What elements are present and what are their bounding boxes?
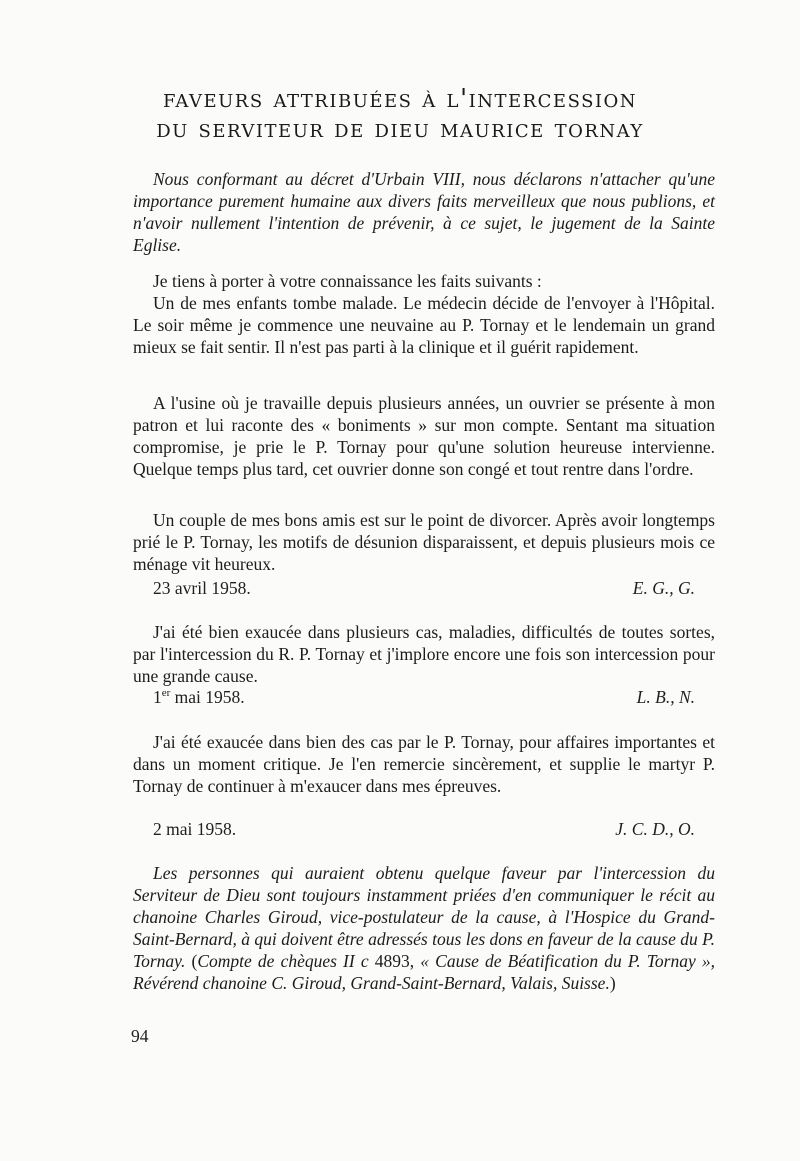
closing-paragraph: [133, 862, 715, 994]
decree-paragraph: Nous conformant au décret d'Urbain VIII, nous déclarons n'attacher qu'une importance purement humaine aux divers faits merveilleux que nous publions, et n'avoir nullement l'intention de prévenir, à ce sujet, le jugement de la Sainte Eglise.: [133, 169, 715, 255]
closing-notice: [133, 862, 715, 994]
testimony-1-paragraph-1: Un de mes enfants tombe malade. Le médecin décide de l'envoyer à l'Hôpital. Le soir même je commence une neuvaine au P. Tornay et le lendemain un grand mieux se fait sentir. Il n'est pas parti à la clinique et il guérit rapidement.: [133, 293, 715, 357]
account-label: Compte de chèques II c: [197, 951, 369, 971]
account-number: 4893,: [368, 951, 421, 971]
postal-address: , Révérend chanoine C. Giroud, Grand-Saint-Bernard, Valais, Suisse.: [133, 951, 715, 993]
page-number: 94: [131, 1026, 149, 1046]
testimony-2-date: [153, 687, 245, 708]
testimony-3-signature: J. C. D., O.: [615, 819, 695, 839]
testimony-2-date-rest: mai 1958.: [170, 687, 245, 707]
testimony-2-date-sup: er: [161, 687, 171, 700]
testimony-1-date: 23 avril 1958.: [153, 578, 251, 598]
testimony-2-date-day: 1: [153, 687, 162, 707]
decree-block: [133, 168, 715, 256]
testimony-2: [133, 621, 715, 687]
closing-paren-open: (: [185, 951, 198, 971]
title-line-2: du serviteur de dieu maurice tornay: [156, 114, 644, 144]
title-line-1: faveurs attribuées à l'intercession: [162, 84, 638, 114]
closing-paren-close: ): [609, 973, 616, 993]
testimony-3: [133, 731, 715, 797]
testimony-2-signature: L. B., N.: [636, 687, 695, 707]
testimony-2-dateline: [153, 687, 695, 709]
testimony-2-paragraph: J'ai été bien exaucée dans plusieurs cas, maladies, difficultés de toutes sortes, par l'intercession du R. P. Tornay et j'implore encore une fois son intercession pour une grande cause.: [133, 622, 715, 686]
testimony-1-signature: E. G., G.: [632, 578, 695, 598]
testimony-1-block-2: [133, 392, 715, 480]
testimony-1-dateline: [153, 578, 695, 600]
testimony-3-dateline: [153, 819, 695, 841]
testimony-1-block-3: [133, 509, 715, 575]
cause-name: « Cause de Béatification du P. Tornay »: [420, 951, 711, 971]
testimony-1-intro: Je tiens à porter à votre connaissance les faits suivants :: [153, 271, 542, 291]
closing-italic-text: Les personnes qui auraient obtenu quelque faveur par l'intercession du Serviteur de Dieu sont toujours instamment priées d'en communiquer le récit au chanoine Charles Giroud, vice-postulateur de la cause, à l'Hospice du Grand-Saint-Bernard, à qui doivent être adressés tous les dons en faveur de la cause du P. Tornay.: [133, 863, 715, 971]
testimony-1-paragraph-2: A l'usine où je travaille depuis plusieurs années, un ouvrier se présente à mon patron et lui raconte des « boniments » sur mon compte. Sentant ma situation compromise, je prie le P. Tornay pour qu'une solution heureuse intervienne. Quelque temps plus tard, cet ouvrier donne son congé et tout rentre dans l'ordre.: [133, 393, 715, 479]
testimony-1-paragraph-3: Un couple de mes bons amis est sur le point de divorcer. Après avoir longtemps prié le P. Tornay, les motifs de désunion disparaissent, et depuis plusieurs mois ce ménage vit heureux.: [133, 510, 715, 574]
testimony-3-date: 2 mai 1958.: [153, 819, 237, 839]
testimony-3-paragraph: J'ai été exaucée dans bien des cas par le P. Tornay, pour affaires importantes et dans un moment critique. Je l'en remercie sincèrement, et supplie le martyr P. Tornay de continuer à m'exaucer dans mes épreuves.: [133, 732, 715, 796]
testimony-1: [133, 270, 715, 358]
